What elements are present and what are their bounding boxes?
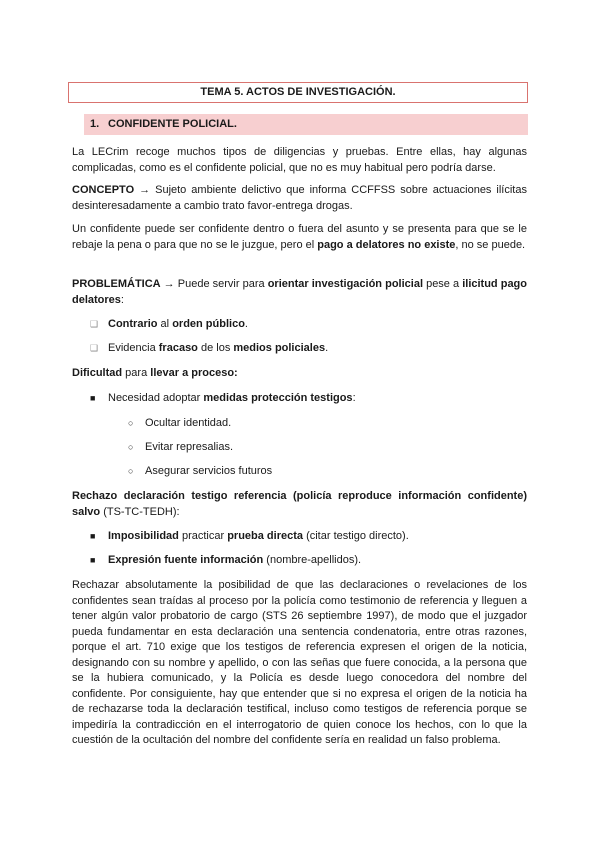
list-item-bold: fracaso [158, 342, 198, 354]
list-item-plain: de los [197, 342, 234, 354]
sub-list-item-text: Evitar represalias. [145, 441, 234, 453]
square-bullet-icon: ■ [90, 555, 96, 565]
problematica-bold-1: orientar investigación policial [267, 278, 423, 290]
list-item-plain: . [244, 318, 248, 330]
section-heading [84, 114, 528, 135]
dificultad-bold-1: Dificultad [72, 367, 123, 379]
concepto-text: Sujeto ambiente delictivo que informa CCFFSS sobre actuaciones ilícitas desinteresadamente a cambio trato favor-entrega drogas. [72, 184, 527, 212]
list-item-bold: Imposibilidad [108, 530, 179, 542]
rechazo-text-post: (TS-TC-TEDH): [100, 505, 180, 518]
concepto-arrow: → [134, 184, 156, 196]
list-item-bold: Contrario [108, 318, 158, 330]
circle-bullet-icon: ○ [128, 418, 134, 428]
checkbox-bullet-icon: ❑ [90, 319, 99, 329]
intro-paragraph: La LECrim recoge muchos tipos de diligencias y pruebas. Entre ellas, hay algunas complicadas, como es el confidente policial, que no es muy habitual pero podría darse. [72, 146, 527, 174]
section-number: 1. [90, 118, 100, 130]
problematica-term: PROBLEMÁTICA [72, 278, 161, 290]
list-item-plain: al [157, 318, 173, 330]
problematica-arrow: → [160, 278, 178, 290]
list-item-bold: orden público [172, 318, 245, 330]
section-label: CONFIDENTE POLICIAL. [108, 118, 237, 130]
list-item-plain: Necesidad adoptar [108, 392, 204, 404]
problematica-text-pre: Puede servir para [177, 278, 268, 290]
checkbox-bullet-icon: ❑ [90, 343, 99, 353]
dificultad-paragraph [72, 366, 527, 382]
list-item-plain: (citar testigo directo). [303, 530, 409, 542]
page-title: TEMA 5. ACTOS DE INVESTIGACIÓN. [68, 82, 528, 103]
list-item-bold: medios policiales [233, 342, 326, 354]
rechazo-bold: Rechazo declaración testigo referencia (policía reproduce información confidente) salvo [72, 490, 527, 518]
sub-list-item-text: Ocultar identidad. [145, 417, 232, 429]
list-item-bold: Expresión fuente información [108, 554, 264, 566]
square-bullet-icon: ■ [90, 531, 96, 541]
dificultad-text-mid: para [122, 367, 151, 379]
list-item-text [108, 391, 356, 406]
list-item-plain: (nombre-apellidos). [263, 554, 362, 566]
circle-bullet-icon: ○ [128, 466, 134, 476]
list-item-bold: prueba directa [227, 530, 304, 542]
list-item-text [108, 529, 409, 544]
confidente-text-bold: pago a delatores no existe [317, 238, 456, 251]
confidente-paragraph [72, 222, 527, 253]
dificultad-bold-2: llevar a proceso: [150, 367, 238, 379]
list-item-bold: medidas protección testigos [203, 392, 353, 404]
final-paragraph: Rechazar absolutamente la posibilidad de que las declaraciones o revelaciones de los confidentes sean traídas al proceso por la policía como testimonio de referencia y lleguen a tener algún valor probatorio de cargo (STS 26 septiembre 1997), de modo que el juzgador pueda fundamentar en esta declaración una sentencia condenatoria, entre otras razones, porque el art. 710 exige que los testigos de referencia expresen el origen de la noticia, designando con su nombre y apellido, o con las señas que fuere conocida, a la persona que se la hubiera comunicado, y la Policía es desde luego conocedora del nombre del confidente. Por consiguiente, hay que entender que si no expresa el origen de la noticia ha de rechazarse toda la declaración testifical, incluso como testigos de referencia porque se impediría la contradicción en el interrogatorio de quien conoce los hechos, con lo que la cuestión de la ocultación del nombre del confidente sería en realidad un falso problema. [72, 579, 527, 746]
concepto-paragraph [72, 183, 527, 214]
concepto-term: CONCEPTO [72, 184, 135, 196]
rechazo-paragraph [72, 489, 527, 520]
circle-bullet-icon: ○ [128, 442, 134, 452]
list-item-text [108, 341, 328, 356]
list-item-plain: . [325, 342, 329, 354]
sub-list-item-text: Asegurar servicios futuros [145, 465, 273, 477]
list-item-text [108, 317, 248, 332]
problematica-text-mid: pese a [423, 278, 463, 290]
problematica-paragraph [72, 277, 527, 308]
list-item-plain: Evidencia [108, 342, 159, 354]
list-item-text [108, 553, 361, 568]
square-bullet-icon: ■ [90, 393, 96, 403]
list-item-plain: : [352, 392, 356, 404]
confidente-text-post: , no se puede. [455, 238, 526, 251]
confidente-text-pre: Un confidente puede ser confidente dentro o fuera del asunto y se presenta para que se le rebaje la pena o para que no se le juzgue, pero el [72, 223, 527, 251]
list-item-plain: practicar [178, 530, 228, 542]
problematica-text-post: : [120, 293, 124, 306]
problematica-bold-2: ilicitud pago delatores [72, 278, 527, 306]
